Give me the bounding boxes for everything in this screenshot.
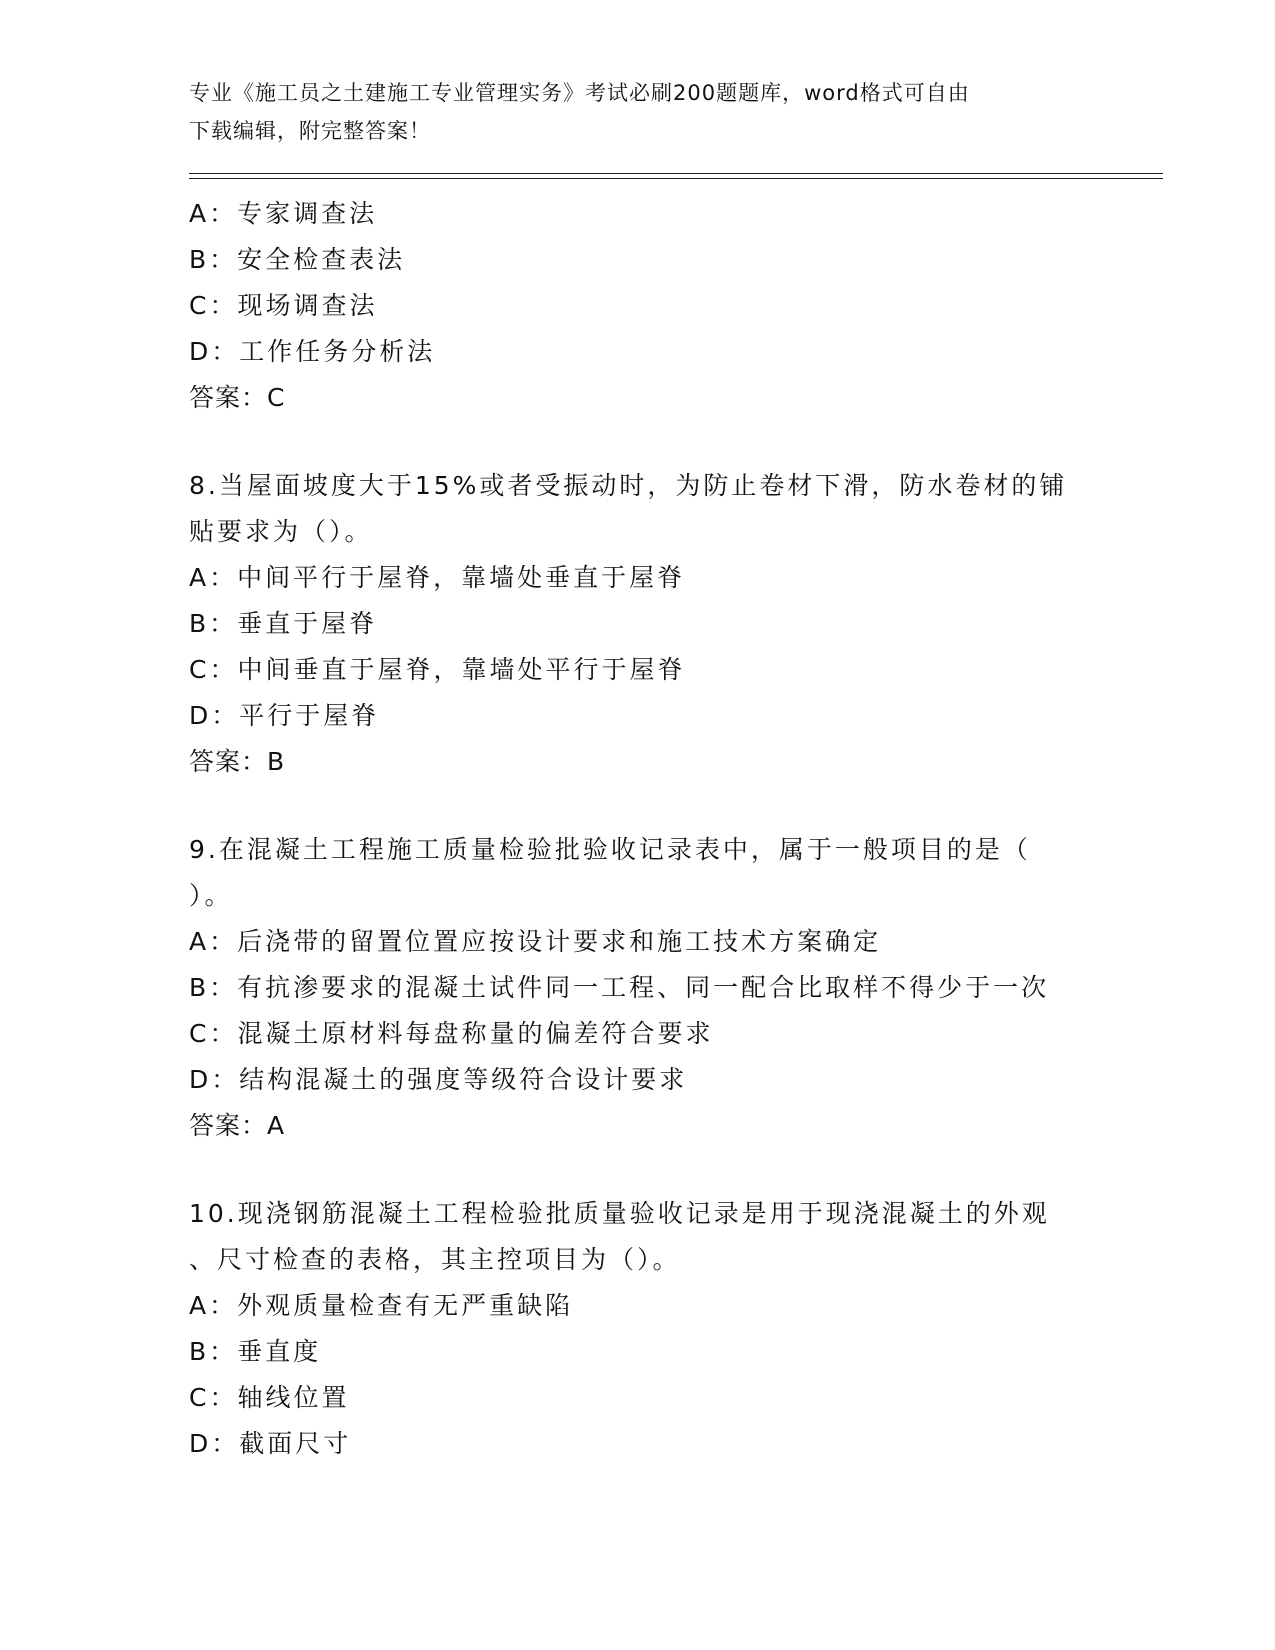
question-9 <box>189 827 1089 1149</box>
option-c: C：中间垂直于屋脊，靠墙处平行于屋脊 <box>189 655 686 684</box>
answer: 答案：C <box>189 383 286 412</box>
spacer <box>189 785 1089 827</box>
option-b: B：垂直于屋脊 <box>189 609 378 638</box>
option-c: C：现场调查法 <box>189 291 378 320</box>
header-line-2: 下载编辑，附完整答案！ <box>189 119 431 143</box>
answer: 答案：A <box>189 1111 286 1140</box>
option-b: B：有抗渗要求的混凝土试件同一工程、同一配合比取样不得少于一次 <box>189 973 1050 1002</box>
option-a: A：专家调查法 <box>189 199 378 228</box>
question-text: 10.现浇钢筋混凝土工程检验批质量验收记录是用于现浇混凝土的外观 <box>189 1199 1050 1228</box>
question-7-continuation <box>189 191 1089 421</box>
question-8 <box>189 463 1089 785</box>
header-divider-bottom <box>189 178 1163 179</box>
option-a: A：后浇带的留置位置应按设计要求和施工技术方案确定 <box>189 927 882 956</box>
option-d: D：截面尺寸 <box>189 1429 352 1458</box>
question-text-continued: 贴要求为（）。 <box>189 517 373 546</box>
option-d: D：平行于屋脊 <box>189 701 380 730</box>
question-text-continued: 、尺寸检查的表格，其主控项目为（）。 <box>189 1245 681 1274</box>
header-line-1: 专业《施工员之土建施工专业管理实务》考试必刷200题题库，word格式可自由 <box>189 81 970 105</box>
question-text: 9.在混凝土工程施工质量检验批验收记录表中，属于一般项目的是（ <box>189 835 1031 864</box>
question-text-continued: ）。 <box>189 881 233 910</box>
option-a: A：中间平行于屋脊，靠墙处垂直于屋脊 <box>189 563 686 592</box>
header-divider-top <box>189 173 1163 174</box>
option-d: D：工作任务分析法 <box>189 337 436 366</box>
option-b: B：安全检查表法 <box>189 245 406 274</box>
option-d: D：结构混凝土的强度等级符合设计要求 <box>189 1065 688 1094</box>
option-c: C：混凝土原材料每盘称量的偏差符合要求 <box>189 1019 714 1048</box>
document-header <box>189 74 1089 150</box>
spacer <box>189 421 1089 463</box>
option-c: C：轴线位置 <box>189 1383 350 1412</box>
option-b: B：垂直度 <box>189 1337 322 1366</box>
question-text: 8.当屋面坡度大于15%或者受振动时，为防止卷材下滑，防水卷材的铺 <box>189 471 1068 500</box>
question-list <box>189 191 1089 1467</box>
option-a: A：外观质量检查有无严重缺陷 <box>189 1291 574 1320</box>
answer: 答案：B <box>189 747 286 776</box>
spacer <box>189 1149 1089 1191</box>
question-10 <box>189 1191 1089 1467</box>
